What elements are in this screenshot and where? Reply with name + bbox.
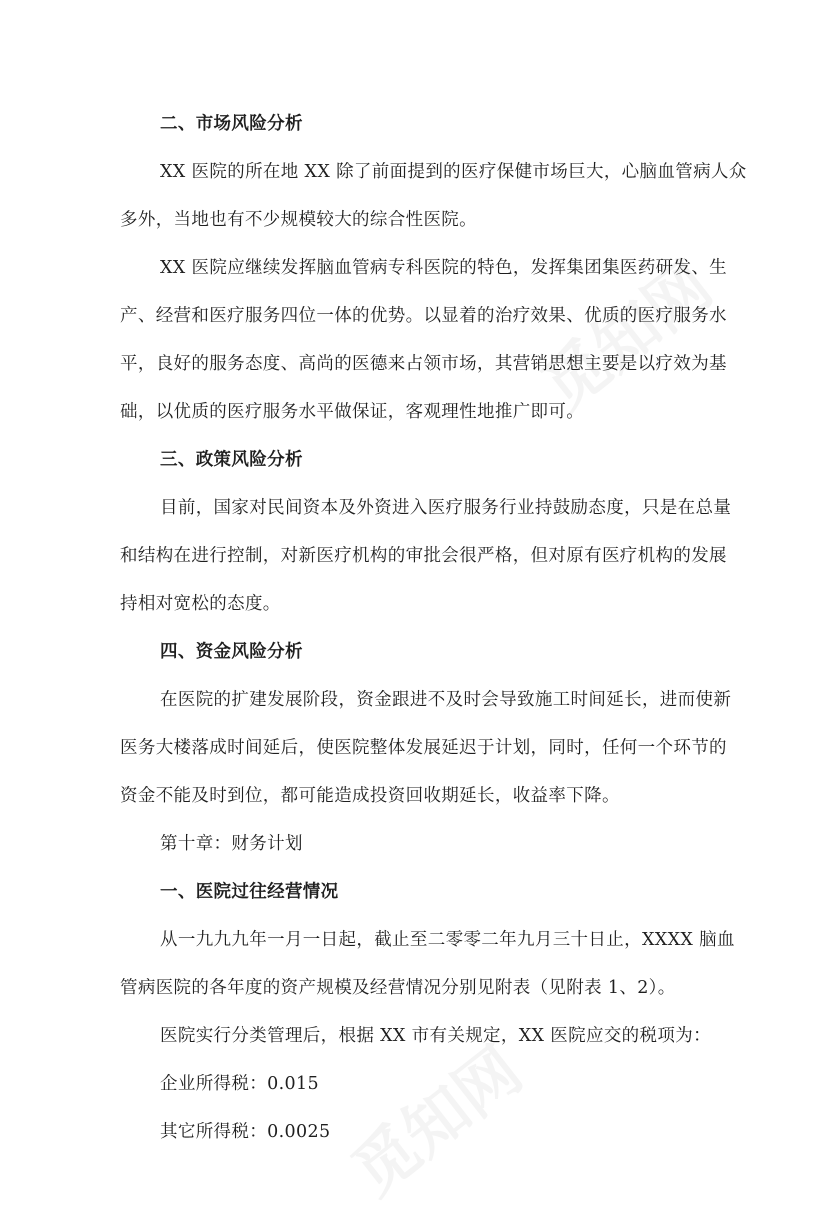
- paragraph: [120, 153, 747, 239]
- paragraph: [120, 1017, 711, 1055]
- paragraph-line: 医院实行分类管理后，根据 XX 市有关规定，XX 医院应交的税项为：: [160, 1026, 711, 1046]
- paragraph-line: 平，良好的服务态度、高尚的医德来占领市场，其营销思想主要是以疗效为基: [120, 354, 727, 374]
- paragraph-line: 产、经营和医疗服务四位一体的优势。以显着的治疗效果、优质的医疗服务水: [120, 306, 727, 326]
- paragraph-line: 从一九九九年一月一日起，截止至二零零二年九月三十日止，XXXX 脑血: [160, 930, 735, 950]
- paragraph-line: 医务大楼落成时间延后，使医院整体发展延迟于计划，同时，任何一个环节的: [120, 738, 727, 758]
- paragraph-line: XX 医院应继续发挥脑血管病专科医院的特色，发挥集团集医药研发、生: [160, 258, 728, 278]
- paragraph: [120, 921, 735, 1007]
- paragraph: [120, 681, 732, 815]
- paragraph-line: 管病医院的各年度的资产规模及经营情况分别见附表（见附表 1、2）。: [120, 978, 676, 998]
- paragraph-line: XX 医院的所在地 XX 除了前面提到的医疗保健市场巨大，心脑血管病人众: [160, 162, 747, 182]
- paragraph-line: 其它所得税：0.0025: [160, 1122, 331, 1142]
- paragraph-line: 目前，国家对民间资本及外资进入医疗服务行业持鼓励态度，只是在总量: [160, 498, 732, 518]
- document-body: [120, 105, 747, 1151]
- section-heading-capital-risk: 四、资金风险分析: [160, 642, 303, 662]
- section-heading-past-operations: 一、医院过往经营情况: [160, 882, 339, 902]
- paragraph: [120, 1113, 700, 1151]
- section-heading-policy-risk: 三、政策风险分析: [160, 450, 303, 470]
- paragraph-line: 持相对宽松的态度。: [120, 594, 281, 614]
- paragraph-line: 多外，当地也有不少规模较大的综合性医院。: [120, 210, 477, 230]
- paragraph-line: 资金不能及时到位，都可能造成投资回收期延长，收益率下降。: [120, 786, 620, 806]
- paragraph-line: 础，以优质的医疗服务水平做保证，客观理性地推广即可。: [120, 402, 585, 422]
- paragraph-line: 在医院的扩建发展阶段，资金跟进不及时会导致施工时间延长，进而使新: [160, 690, 732, 710]
- paragraph: [120, 249, 728, 431]
- section-heading-market-risk: 二、市场风险分析: [160, 114, 303, 134]
- chapter-title: 第十章：财务计划: [160, 834, 303, 854]
- paragraph: [120, 1065, 700, 1103]
- paragraph-line: 企业所得税：0.015: [160, 1074, 319, 1094]
- paragraph: [120, 489, 732, 623]
- paragraph-line: 和结构在进行控制，对新医疗机构的审批会很严格，但对原有医疗机构的发展: [120, 546, 727, 566]
